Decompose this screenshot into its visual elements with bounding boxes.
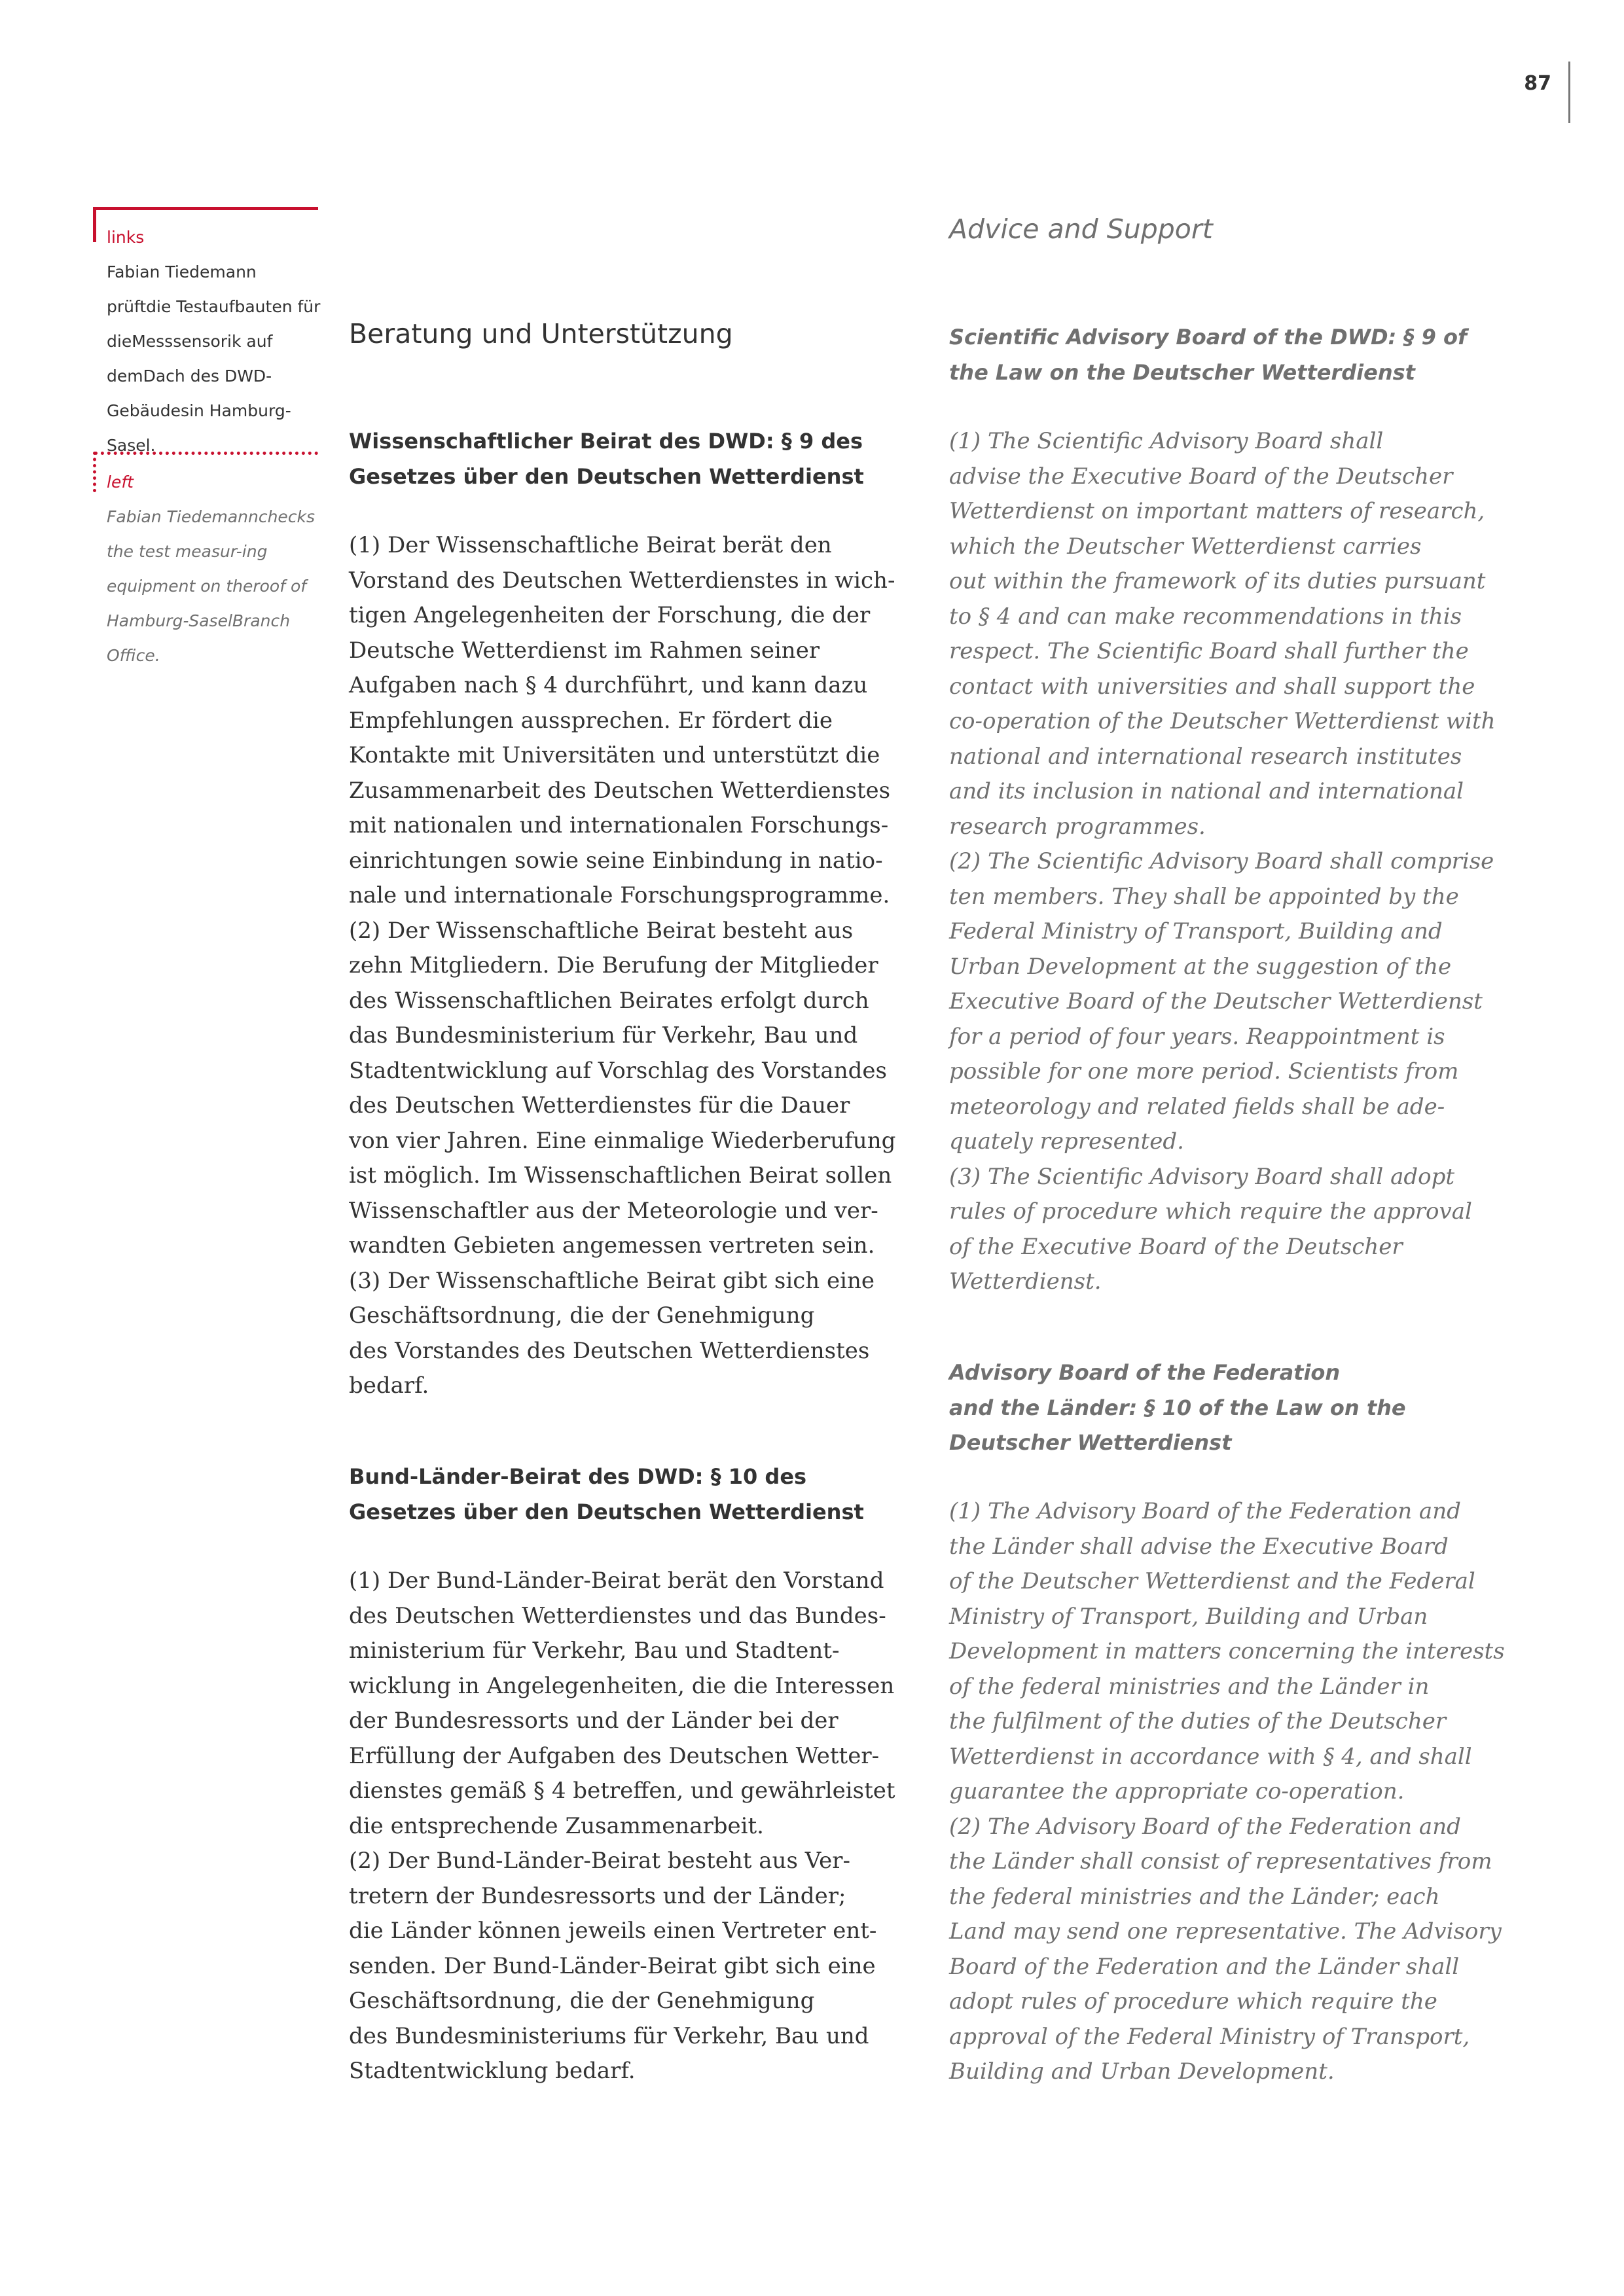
text-line: Deutsche Wetterdienst im Rahmen seiner — [349, 637, 820, 664]
text-line: Zusammenarbeit des Deutschen Wetterdienstes — [349, 777, 891, 804]
text-line: Empfehlungen aussprechen. Er fördert die — [349, 707, 833, 734]
text-line: Executive Board of the Deutscher Wetterdienst — [949, 988, 1483, 1014]
text-line: Development in matters concerning the interests — [949, 1638, 1505, 1664]
text-line: (3) The Scientific Advisory Board shall adopt — [949, 1163, 1455, 1190]
text-line: senden. Der Bund-Länder-Beirat gibt sich eine — [349, 1952, 876, 1979]
text-line: die entsprechende Zusammenarbeit. — [349, 1812, 764, 1839]
text-line: Ministry of Transport, Building and Urban — [949, 1603, 1428, 1630]
text-line: Scientific Advisory Board of the DWD: § 9 of — [949, 325, 1467, 350]
text-line: out within the framework of its duties pursuant — [949, 568, 1486, 594]
text-line: Gesetzes über den Deutschen Wetterdienst — [349, 1499, 864, 1524]
text-line: of the Executive Board of the Deutscher — [949, 1233, 1403, 1260]
text-line: of the federal ministries and the Länder in — [949, 1673, 1430, 1700]
text-line: in Hamburg-Sasel. — [107, 401, 291, 455]
text-line: Board of the Federation and the Länder shall — [949, 1953, 1460, 1980]
text-line: roof of Hamburg-Sasel — [107, 577, 307, 630]
heading-german: Beratung und Unterstützung — [349, 318, 733, 350]
text-line: tigen Angelegenheiten der Forschung, die der — [349, 602, 871, 628]
text-line: Wetterdienst. — [949, 1268, 1102, 1295]
text-line: and its inclusion in national and international — [949, 778, 1464, 804]
caption-accent-line — [93, 207, 318, 210]
text-line: der Bundesressorts und der Länder bei der — [349, 1708, 839, 1734]
section-title-english-s9 — [949, 320, 1512, 390]
text-line: nale und internationale Forschungsprogramme. — [349, 882, 890, 908]
page-number: 87 — [1524, 72, 1551, 95]
text-line: ten members. They shall be appointed by the — [949, 883, 1459, 910]
photo-caption-english — [107, 465, 323, 673]
text-line: rules of procedure which require the approval — [949, 1198, 1472, 1225]
text-line: die Testaufbauten für die — [107, 297, 321, 351]
text-line: mit nationalen und internationalen Forschungs- — [349, 812, 889, 838]
photo-caption-german — [107, 220, 323, 463]
text-line: Stadtentwicklung auf Vorschlag des Vorstandes — [349, 1057, 887, 1084]
text-line: Stadtentwicklung bedarf. — [349, 2058, 636, 2084]
text-line: wicklung in Angelegenheiten, die die Interessen — [349, 1672, 895, 1699]
text-line: Branch Office. — [107, 611, 291, 665]
text-line: Land may send one representative. The Advisory — [949, 1918, 1502, 1945]
text-line: adopt rules of procedure which require the — [949, 1988, 1437, 2015]
section-body-english-s10 — [949, 1494, 1512, 2090]
text-line: Deutscher Wetterdienst — [949, 1430, 1232, 1455]
text-line: (2) The Advisory Board of the Federation and — [949, 1813, 1461, 1840]
text-line: possible for one more period. Scientists from — [949, 1058, 1459, 1085]
section-body-english-s9 — [949, 424, 1512, 1300]
text-line: (2) The Scientific Advisory Board shall comprise — [949, 848, 1494, 874]
text-line: (1) The Scientific Advisory Board shall — [949, 428, 1384, 454]
text-line: the Law on the Deutscher Wetterdienst — [949, 359, 1415, 385]
text-line: (1) Der Wissenschaftliche Beirat berät den — [349, 532, 832, 558]
text-line: dienstes gemäß § 4 betreffen, und gewährleistet — [349, 1778, 895, 1804]
text-line: ministerium für Verkehr, Bau und Stadtent- — [349, 1638, 840, 1664]
text-line: approval of the Federal Ministry of Transport, — [949, 2023, 1470, 2050]
caption-lines-german — [107, 255, 323, 463]
text-line: die Länder können jeweils einen Vertreter ent- — [349, 1918, 877, 1944]
text-line: Wissenschaftlicher Beirat des DWD: § 9 des — [349, 429, 863, 454]
text-line: co-operation of the Deutscher Wetterdienst with — [949, 708, 1496, 734]
text-line: (1) The Advisory Board of the Federation and — [949, 1498, 1461, 1524]
text-line: zehn Mitgliedern. Die Berufung der Mitglieder — [349, 952, 878, 978]
text-line: wandten Gebieten angemessen vertreten sein. — [349, 1232, 875, 1259]
text-line: the federal ministries and the Länder; each — [949, 1883, 1440, 1910]
section-body-german-s9 — [349, 528, 912, 1404]
text-line: (2) Der Wissenschaftliche Beirat besteht aus — [349, 917, 854, 944]
section-title-german-s10 — [349, 1460, 912, 1530]
text-line: des Deutschen Wetterdienstes für die Dauer — [349, 1092, 850, 1119]
text-line: the fulfilment of the duties of the Deutscher — [949, 1708, 1447, 1734]
text-line: Wetterdienst on important matters of research, — [949, 498, 1485, 524]
text-line: tretern der Bundesressorts und der Länder; — [349, 1882, 846, 1909]
text-line: Vorstand des Deutschen Wetterdienstes in wich- — [349, 567, 895, 594]
text-line: Bund-Länder-Beirat des DWD: § 10 des — [349, 1464, 807, 1489]
text-line: Urban Development at the suggestion of the — [949, 953, 1452, 980]
text-line: meteorology and related fields shall be ade- — [949, 1093, 1445, 1120]
text-line: ing equipment on the — [107, 542, 268, 596]
section-body-german-s10 — [349, 1564, 912, 2089]
text-line: Advisory Board of the Federation — [949, 1360, 1341, 1385]
caption-tag-english: left — [107, 473, 134, 492]
text-line: des Bundesministeriums für Verkehr, Bau und — [349, 2022, 869, 2049]
heading-english: Advice and Support — [949, 213, 1213, 245]
section-title-english-s10 — [949, 1355, 1512, 1461]
text-line: and the Länder: § 10 of the Law on the — [949, 1395, 1406, 1420]
text-line: (1) Der Bund-Länder-Beirat berät den Vorstand — [349, 1568, 884, 1594]
text-line: ist möglich. Im Wissenschaftlichen Beirat sollen — [349, 1162, 892, 1189]
text-line: advise the Executive Board of the Deutscher — [949, 463, 1453, 490]
section-title-german-s9 — [349, 424, 912, 494]
text-line: Geschäftsordnung, die der Genehmigung — [349, 1988, 815, 2014]
text-line: bedarf. — [349, 1372, 429, 1399]
text-line: national and international research institutes — [949, 743, 1462, 770]
text-line: respect. The Scientific Board shall further the — [949, 638, 1469, 664]
text-line: des Vorstandes des Deutschen Wetterdienstes — [349, 1337, 870, 1364]
text-line: Dach des DWD-Gebäudes — [107, 367, 272, 420]
text-line: to § 4 and can make recommendations in this — [949, 603, 1462, 630]
text-line: of the Deutscher Wetterdienst and the Federal — [949, 1568, 1475, 1594]
caption-lines-english — [107, 499, 323, 673]
caption-accent-corner — [93, 207, 96, 242]
text-line: guarantee the appropriate co-operation. — [949, 1778, 1405, 1804]
text-line: des Deutschen Wetterdienstes und das Bundes- — [349, 1602, 886, 1629]
text-line: Fabian Tiedemann prüft — [107, 262, 257, 316]
text-line: Federal Ministry of Transport, Building and — [949, 918, 1443, 944]
text-line: the Länder shall consist of representatives from — [949, 1848, 1492, 1874]
text-line: einrichtungen sowie seine Einbindung in natio- — [349, 847, 883, 874]
text-line: which the Deutscher Wetterdienst carries — [949, 533, 1422, 560]
page-number-rule — [1568, 62, 1570, 123]
text-line: Aufgaben nach § 4 durchführt, und kann dazu — [349, 672, 868, 698]
text-line: contact with universities and shall support the — [949, 673, 1475, 700]
text-line: Wetterdienst in accordance with § 4, and shall — [949, 1743, 1472, 1770]
text-line: checks the test measur- — [107, 507, 316, 561]
text-line: quately represented. — [949, 1128, 1184, 1155]
text-line: Wissenschaftler aus der Meteorologie und ver- — [349, 1197, 878, 1224]
text-line: (2) Der Bund-Länder-Beirat besteht aus Ver- — [349, 1848, 850, 1874]
text-line: des Wissenschaftlichen Beirates erfolgt durch — [349, 987, 869, 1014]
text-line: von vier Jahren. Eine einmalige Wiederberufung — [349, 1127, 896, 1154]
caption-dotted-corner — [93, 452, 96, 492]
text-line: Messsensorik auf dem — [107, 332, 273, 386]
text-line: Kontakte mit Universitäten und unterstützt die — [349, 742, 880, 768]
text-line: for a period of four years. Reappointment is — [949, 1023, 1445, 1050]
text-line: Building and Urban Development. — [949, 2058, 1335, 2085]
text-line: (3) Der Wissenschaftliche Beirat gibt sich eine — [349, 1267, 875, 1294]
caption-dotted-divider — [94, 452, 318, 455]
text-line: the Länder shall advise the Executive Board — [949, 1533, 1449, 1560]
text-line: Geschäftsordnung, die der Genehmigung — [349, 1302, 815, 1329]
text-line: Fabian Tiedemann — [107, 507, 259, 526]
caption-tag-german: links — [107, 228, 145, 247]
text-line: Erfüllung der Aufgaben des Deutschen Wetter- — [349, 1742, 880, 1769]
text-line: Gesetzes über den Deutschen Wetterdienst — [349, 463, 864, 489]
text-line: research programmes. — [949, 813, 1206, 840]
text-line: das Bundesministerium für Verkehr, Bau und — [349, 1022, 858, 1049]
